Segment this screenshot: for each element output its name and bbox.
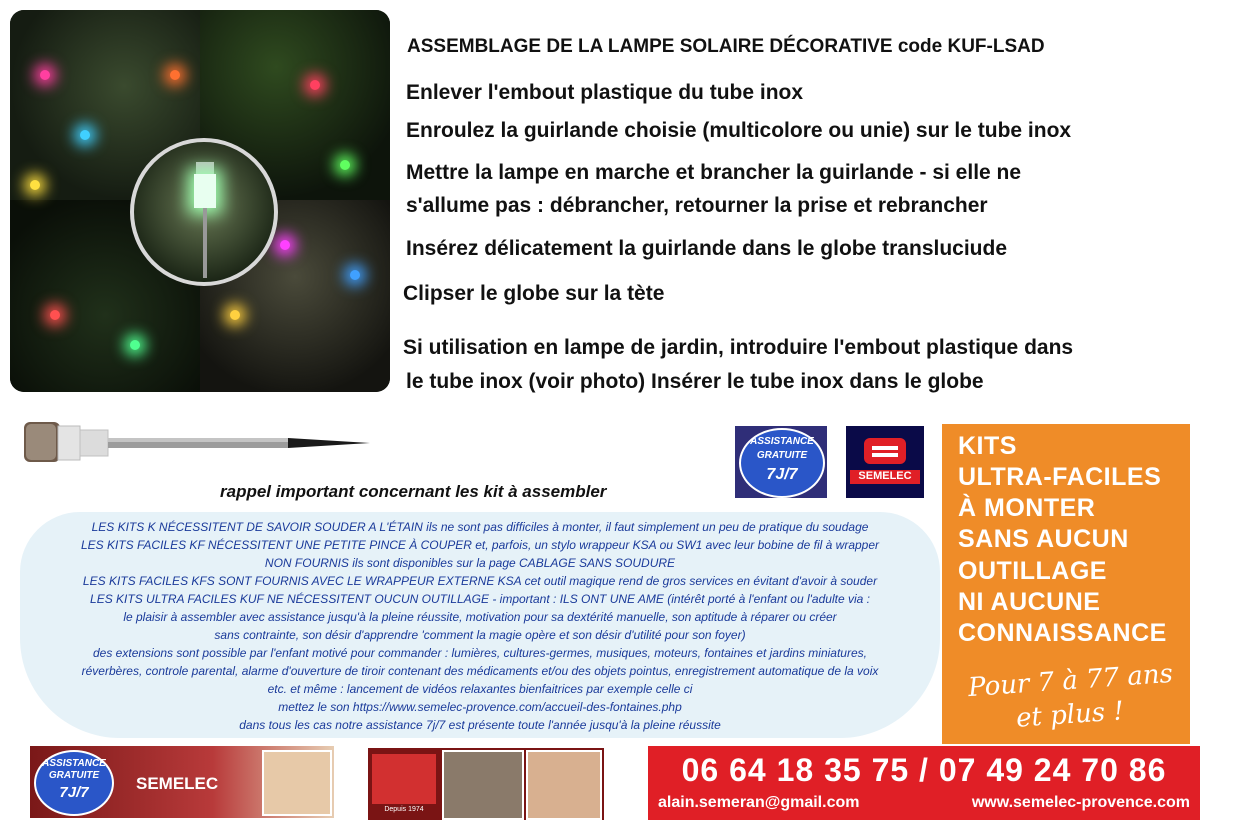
step-remove-cap: Enlever l'embout plastique du tube inox	[406, 81, 804, 104]
kits-line: OUTILLAGE	[958, 557, 1107, 585]
step-turn-on: Mettre la lampe en marche et brancher la guirlande - si elle ne	[406, 161, 1022, 184]
founder-photo	[442, 750, 524, 820]
contact-banner	[648, 746, 1200, 820]
info-line: le plaisir à assembler avec assistance jusqu'à la pleine réussite, motivation pour sa dextérité manuelle, son aptitude à réparer ou créer	[123, 610, 837, 624]
semelec-emblem	[372, 754, 436, 804]
page-title: ASSEMBLAGE DE LA LAMPE SOLAIRE DÉCORATIVE code KUF-LSAD	[407, 36, 1045, 57]
step-insert-garland: Insérez délicatement la guirlande dans le globe transluciude	[406, 237, 1008, 260]
kits-line: CONNAISSANCE	[958, 619, 1167, 647]
kits-line: ULTRA-FACILES	[958, 463, 1162, 491]
info-line: LES KITS FACILES KF NÉCESSITENT UNE PETITE PINCE À COUPER et, parfois, un stylo wrappeur KSA ou SW1 avec leur bobine de fil à wrapper	[80, 538, 880, 552]
assistance-badge-line1: ASSISTANCE	[750, 436, 814, 447]
kits-line: KITS	[958, 432, 1017, 460]
banner-assistance-line2: GRATUITE	[48, 770, 100, 781]
and-more-script: et plus !	[1015, 696, 1125, 734]
ultra-easy-kits-box	[942, 424, 1190, 744]
info-line: dans tous les cas notre assistance 7j/7 est présente toute l'année jusqu'à la pleine réussite	[239, 718, 721, 732]
semelec-logo-text: SEMELEC	[858, 470, 912, 482]
banner-assistance-line1: ASSISTANCE	[42, 758, 106, 769]
info-line: des extensions sont possible par l'enfant motivé pour commander : lumières, cultures-germes, musiques, moteurs, fontaines et jardins miniatures,	[93, 646, 867, 660]
banner-semelec-text: SEMELEC	[136, 774, 219, 793]
info-line: NON FOURNIS ils sont disponibles sur la page CABLAGE SANS SOUDURE	[264, 556, 676, 570]
lamp-closeup-circle	[130, 138, 278, 286]
step-turn-on-cont: s'allume pas : débrancher, retourner la prise et rebrancher	[406, 194, 988, 217]
assistance-semelec-banner	[30, 746, 334, 818]
step-garden-use-cont: le tube inox (voir photo) Insérer le tube inox dans le globe	[406, 370, 984, 393]
age-range-script: Pour 7 à 77 ans	[967, 658, 1174, 704]
important-reminder-heading: rappel important concernant les kit à assembler	[220, 482, 607, 501]
step-wrap-garland: Enroulez la guirlande choisie (multicolore ou unie) sur le tube inox	[406, 119, 1072, 142]
info-line: LES KITS ULTRA FACILES KUF NE NÉCESSITENT OUCUN OUTILLAGE - important : ILS ONT UNE AME (intérêt porté à l'enfant ou l'adulte via :	[90, 592, 870, 606]
child-photo	[262, 750, 332, 816]
info-line: LES KITS K NÉCESSITENT DE SAVOIR SOUDER A L'ÉTAIN ils ne sont pas difficiles à monter, il faut simplement un peu de pratique du soudage	[91, 520, 869, 534]
email-link[interactable]: alain.semeran@gmail.com	[658, 794, 860, 811]
kits-line: À MONTER	[958, 494, 1096, 522]
semelec-logo	[846, 426, 924, 498]
kits-line: SANS AUCUN	[958, 525, 1129, 553]
since-caption: Depuis 1974	[384, 806, 424, 813]
info-line: réverbères, controle parental, alarme d'ouverture de tiroir contenant des médicaments et/ou des objets pointus, enregistrement automatique de la voix	[81, 664, 879, 678]
website-link[interactable]: www.semelec-provence.com	[971, 794, 1190, 811]
step-garden-use: Si utilisation en lampe de jardin, introduire l'embout plastique dans	[403, 336, 1074, 359]
step-clip-globe: Clipser le globe sur la tète	[403, 282, 665, 305]
info-line: LES KITS FACILES KFS SONT FOURNIS AVEC LE WRAPPEUR EXTERNE KSA cet outil magique rend de gros services en évitant d'avoir à souder	[82, 574, 878, 588]
garden-lamps-collage	[10, 10, 390, 392]
phone-numbers[interactable]: 06 64 18 35 75 / 07 49 24 70 86	[681, 752, 1167, 788]
solar-lamp-photo	[20, 418, 370, 470]
kits-line: NI AUCUNE	[958, 588, 1101, 616]
video-link-line[interactable]: mettez le son https://www.semelec-provence.com/accueil-des-fontaines.php	[278, 700, 682, 714]
assistance-badge-line2: GRATUITE	[756, 450, 808, 461]
assistance-badge	[735, 426, 827, 498]
info-line: sans contrainte, son désir d'apprendre 'comment la magie opère et son désir d'utilité pour son foyer)	[214, 628, 746, 642]
founder-photos-banner	[368, 748, 604, 820]
banner-assistance-line3: 7J/7	[59, 784, 89, 801]
assistance-badge-line3: 7J/7	[766, 466, 798, 483]
info-line: etc. et même : lancement de vidéos relaxantes bienfaitrices par exemple celle ci	[267, 682, 693, 696]
children-photo	[526, 750, 602, 820]
